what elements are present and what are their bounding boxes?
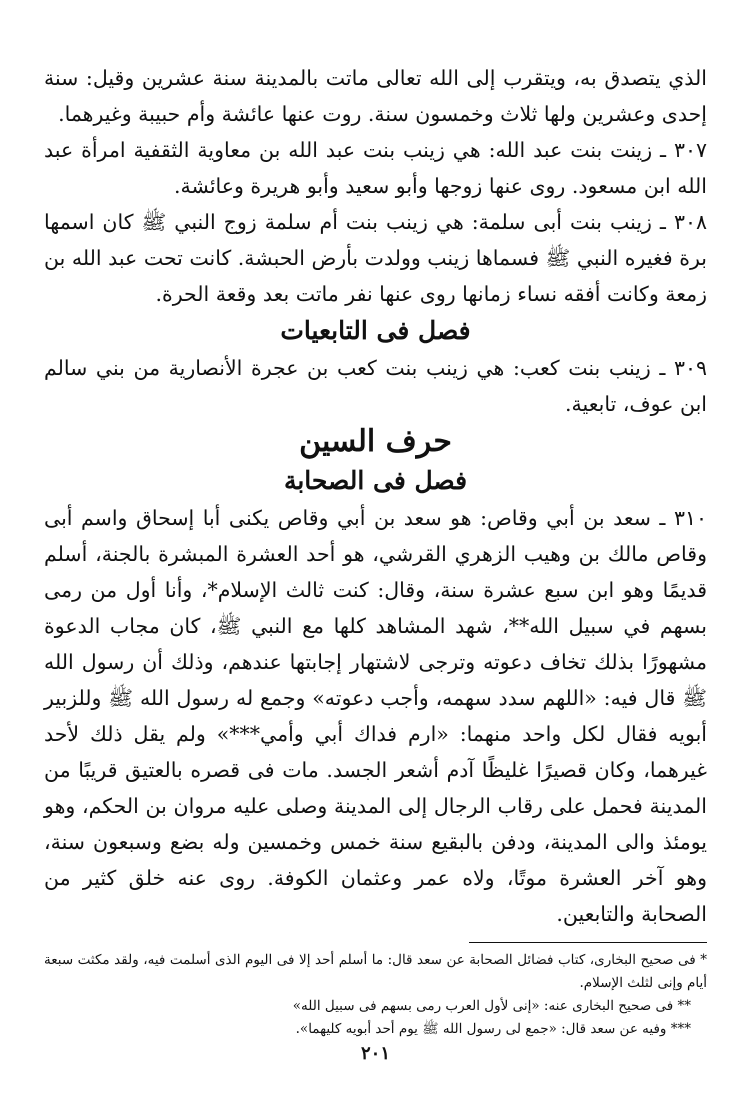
section-heading-tabiyat: فصل فى التابعيات xyxy=(280,316,471,345)
entry-309-zaynab-bint-kaab: ٣٠٩ ـ زينب بنت كعب: هي زينب بنت كعب بن عجرة الأنصارية من بني سالم ابن عوف، تابعية. xyxy=(44,356,707,416)
entry-310-saad-bin-abi-waqqas: ٣١٠ ـ سعد بن أبي وقاص: هو سعد بن أبي وقاص يكنى أبا إسحاق واسم أبى وقاص مالك بن وهيب الزهري القرشي، هو أحد العشرة المبشرة بالجنة، أسلم قديمًا وهو ابن سبع عشرة سنة، وقال: كنت ثالث الإسلام*، وأنا أول من رمى بسهم في سبيل الله**، شهد المشاهد كلها مع النبي ﷺ، كان مجاب الدعوة مشهورًا بذلك تخاف دعوته وترجى لاشتهار إجابتها عندهم، وذلك أن رسول الله ﷺ قال فيه: «اللهم سدد سهمه، وأجب دعوته» وجمع له رسول الله ﷺ وللزبير أبويه فقال لكل واحد منهما: «ارم فداك أبي وأمي***» ولم يقل ذلك لأحد غيرهما، وكان قصيرًا غليظًا آدم أشعر الجسد. مات فى قصره بالعتيق قريبًا من المدينة فحمل على رقاب الرجال إلى المدينة وصلى عليه مروان بن الحكم، وهو يومئذ والى المدينة، ودفن بالبقيع سنة خمس وخمسين وله بضع وسبعون سنة، وهو آخر العشرة موتًا، ولاه عمر وعثمان الكوفة. روى عنه خلق كثير من الصحابة والتابعين. xyxy=(44,506,707,926)
footnote-3: *** وفيه عن سعد قال: «جمع لى رسول الله ﷺ يوم أحد أبويه كليهما». xyxy=(295,1021,691,1037)
page-number: ٢٠١ xyxy=(360,1043,390,1064)
letter-heading-seen: حرف السين xyxy=(299,424,452,459)
entry-308-zaynab-bint-abi-salama: ٣٠٨ ـ زينب بنت أبى سلمة: هي زينب بنت أم سلمة زوج النبي ﷺ كان اسمها برة فغيره النبي ﷺ فسماها زينب وولدت بأرض الحبشة. كانت تحت عبد الله بن زمعة وكانت أفقه نساء زمانها روى عنها نفر ماتت بعد وقعة الحرة. xyxy=(44,210,707,306)
footnote-2: ** فى صحيح البخارى عنه: «إنى لأول العرب رمى بسهم فى سبيل الله» xyxy=(292,998,691,1014)
entry-307-zaynab-bint-abdullah: ٣٠٧ ـ زينت بنت عبد الله: هي زينب بنت عبد الله بن معاوية الثقفية امرأة عبد الله ابن مسعود. روى عنها زوجها وأبو سعيد وأبو هريرة وعائشة. xyxy=(44,138,707,198)
footnote-1: * فى صحيح البخارى، كتاب فضائل الصحابة عن سعد قال: ما أسلم أحد إلا فى اليوم الذى أسلمت فيه، ولقد مكثت سبعة أيام وإنى لثلث الإسلام. xyxy=(44,952,707,991)
footnote-divider xyxy=(469,942,707,943)
paragraph-continuation: الذي يتصدق به، ويتقرب إلى الله تعالى ماتت بالمدينة سنة عشرين وقيل: سنة إحدى وعشرين ولها ثلاث وخمسون سنة. روت عنها عائشة وأم حبيبة وغيرهما. xyxy=(44,66,707,126)
page-body xyxy=(44,60,707,1064)
section-heading-sahaba: فصل فى الصحابة xyxy=(283,466,468,495)
